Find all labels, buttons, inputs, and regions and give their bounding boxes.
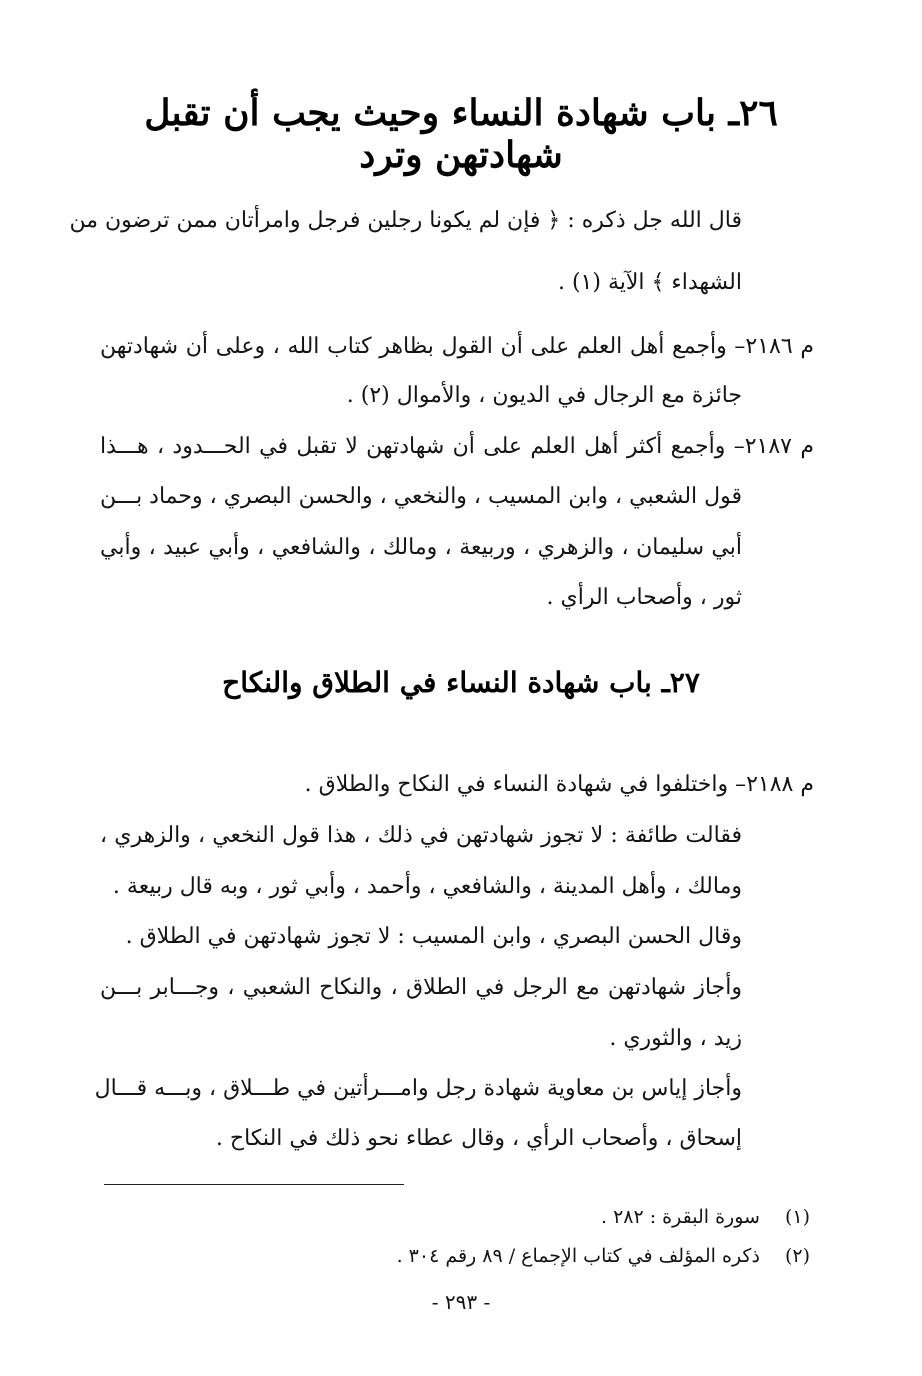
body-line: جائزة مع الرجال في الديون ، والأموال (٢) . [346,383,742,408]
body-line: ثور ، وأصحاب الرأي . [546,585,742,610]
body-line: إسحاق ، وأصحاب الرأي ، وقال عطاء نحو ذلك في النكاح . [215,1126,742,1151]
footnote-text: سورة البقرة : ٢٨٢ . [600,1206,760,1228]
body-line: ومالك ، وأهل المدينة ، والشافعي ، وأحمد ، وأبي ثور ، وبه قال ربيعة . [112,874,742,899]
chapter-heading-27: ٢٧ـ باب شهادة النساء في الطلاق والنكاح [222,666,700,699]
body-line: فقالت طائفة : لا تجوز شهادتهن في ذلك ، هذا قول النخعي ، والزهري ، [100,823,742,848]
masalah-line-2186: م ٢١٨٦– وأجمع أهل العلم على أن القول بظاهر كتاب الله ، وعلى أن شهادتهن [100,334,814,359]
body-line: زيد ، والثوري . [609,1026,742,1051]
footnote-1 [104,1206,810,1228]
body-line: قول الشعبي ، وابن المسيب ، والنخعي ، والحسن البصري ، وحماد بـــن [99,484,742,509]
footnote-2 [104,1245,810,1267]
footnote-number: (١) [784,1206,810,1228]
body-line: أبي سليمان ، والزهري ، وربيعة ، ومالك ، والشافعي ، وأبي عبيد ، وأبي [100,535,742,560]
body-line: قال الله جل ذكره : ﴿ فإن لم يكونا رجلين فرجل وامرأتان ممن ترضون من [69,208,742,233]
body-line: الشهداء ﴾ الآية (١) . [557,270,742,295]
body-line: وقال الحسن البصري ، وابن المسيب : لا تجوز شهادتهن في الطلاق . [125,924,742,949]
masalah-line-2187: م ٢١٨٧– وأجمع أكثر أهل العلم على أن شهادتهن لا تقبل في الحـــدود ، هـــذا [100,434,814,459]
masalah-line-2188: م ٢١٨٨– واختلفوا في شهادة النساء في النكاح والطلاق . [304,772,814,797]
body-line: وأجاز إياس بن معاوية شهادة رجل وامـــرأتين في طـــلاق ، وبـــه قـــال [94,1076,742,1101]
footnote-text: ذكره المؤلف في كتاب الإجماع / ٨٩ رقم ٣٠٤ . [396,1245,760,1267]
footnote-number: (٢) [784,1245,810,1267]
chapter-heading-26: ٢٦ـ باب شهادة النساء وحيث يجب أن تقبل شهادتهن وترد [144,92,778,176]
body-line: وأجاز شهادتهن مع الرجل في الطلاق ، والنكاح الشعبي ، وجـــابر بـــن [100,975,742,1000]
page-number: - ٢٩٣ - [431,1290,491,1314]
footnote-divider [104,1184,404,1185]
